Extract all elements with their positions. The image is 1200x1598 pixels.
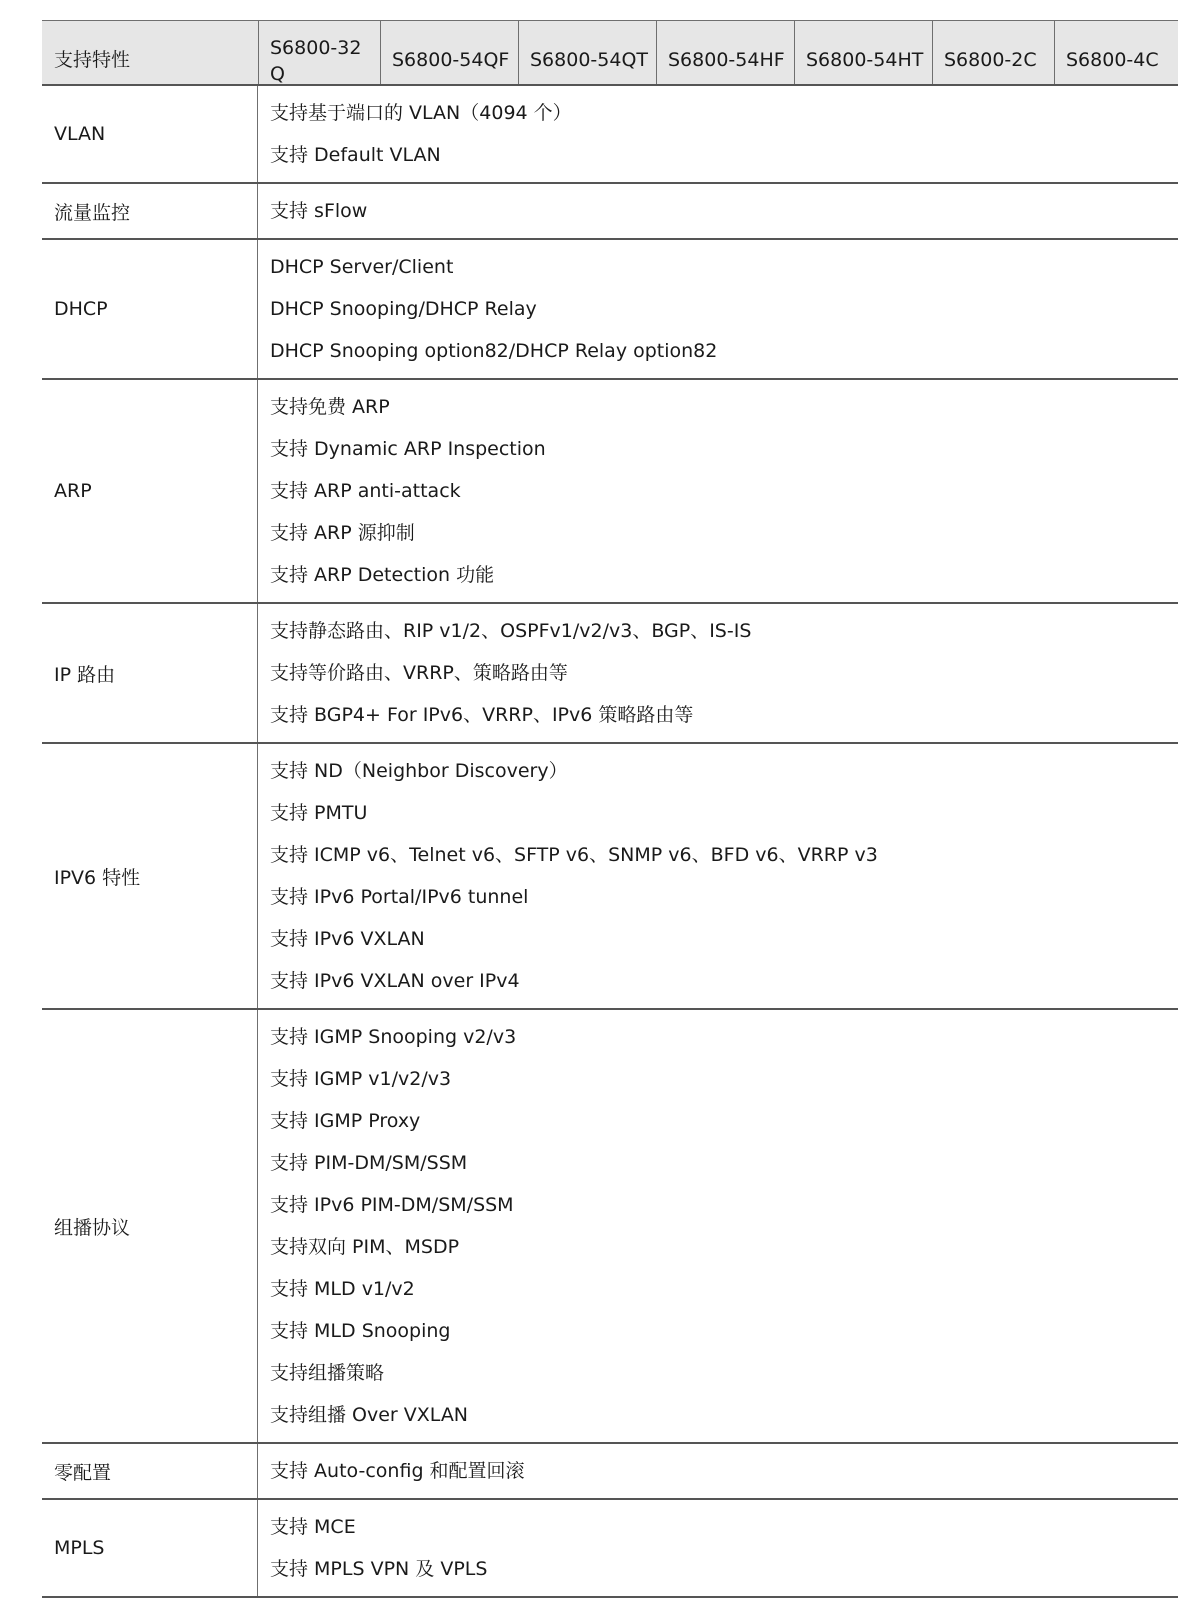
feature-items xyxy=(258,1444,1178,1498)
header-model-6: S6800-2C xyxy=(932,21,1054,84)
feature-items xyxy=(258,744,1178,1008)
table-row xyxy=(42,744,1178,1010)
feature-item: 支持 BGP4+ For IPv6、VRRP、IPv6 策略路由等 xyxy=(270,704,694,726)
table-row xyxy=(42,86,1178,184)
feature-items xyxy=(258,240,1178,378)
feature-item: 支持 IPv6 VXLAN over IPv4 xyxy=(270,970,520,992)
feature-name: 零配置 xyxy=(42,1444,258,1498)
feature-items xyxy=(258,1500,1178,1596)
feature-item: 支持 ARP anti-attack xyxy=(270,480,461,502)
feature-item: 支持静态路由、RIP v1/2、OSPFv1/v2/v3、BGP、IS-IS xyxy=(270,620,752,642)
feature-name: VLAN xyxy=(42,86,258,182)
feature-item: 支持 MLD v1/v2 xyxy=(270,1278,415,1300)
header-model-3: S6800-54QT xyxy=(518,21,656,84)
table-row xyxy=(42,1444,1178,1500)
feature-item: 支持 ICMP v6、Telnet v6、SFTP v6、SNMP v6、BFD v6、VRRP v3 xyxy=(270,844,878,866)
table-header xyxy=(42,20,1178,86)
header-model-7: S6800-4C xyxy=(1054,21,1178,84)
feature-item: 支持 ARP 源抑制 xyxy=(270,522,415,544)
feature-item: 支持免费 ARP xyxy=(270,396,390,418)
feature-item: DHCP Snooping/DHCP Relay xyxy=(270,298,537,320)
feature-name: MPLS xyxy=(42,1500,258,1596)
feature-items xyxy=(258,380,1178,602)
feature-item: 支持 MCE xyxy=(270,1516,356,1538)
feature-name: 组播协议 xyxy=(42,1010,258,1442)
feature-name: IP 路由 xyxy=(42,604,258,742)
table-row xyxy=(42,380,1178,604)
feature-item: 支持 IGMP Proxy xyxy=(270,1110,421,1132)
feature-item: 支持 ND（Neighbor Discovery） xyxy=(270,760,568,782)
feature-item: 支持 IGMP Snooping v2/v3 xyxy=(270,1026,517,1048)
table-row xyxy=(42,1010,1178,1444)
feature-item: 支持 MLD Snooping xyxy=(270,1320,451,1342)
feature-name: ARP xyxy=(42,380,258,602)
feature-item: DHCP Snooping option82/DHCP Relay option82 xyxy=(270,340,718,362)
table-row xyxy=(42,240,1178,380)
table-row xyxy=(42,184,1178,240)
feature-item: 支持 PMTU xyxy=(270,802,368,824)
feature-item: 支持组播 Over VXLAN xyxy=(270,1404,469,1426)
spec-table xyxy=(42,20,1178,1598)
feature-item: 支持 Dynamic ARP Inspection xyxy=(270,438,546,460)
feature-name: 流量监控 xyxy=(42,184,258,238)
table-row xyxy=(42,604,1178,744)
feature-item: 支持 Auto-config 和配置回滚 xyxy=(270,1460,525,1482)
feature-item: 支持 PIM-DM/SM/SSM xyxy=(270,1152,468,1174)
table-body xyxy=(42,86,1178,1598)
feature-item: 支持 IPv6 Portal/IPv6 tunnel xyxy=(270,886,529,908)
feature-items xyxy=(258,604,1178,742)
header-model-5: S6800-54HT xyxy=(794,21,932,84)
header-model-4: S6800-54HF xyxy=(656,21,794,84)
feature-items xyxy=(258,1010,1178,1442)
feature-item: 支持 IGMP v1/v2/v3 xyxy=(270,1068,452,1090)
feature-item: 支持组播策略 xyxy=(270,1362,385,1384)
feature-items xyxy=(258,86,1178,182)
feature-item: 支持双向 PIM、MSDP xyxy=(270,1236,460,1258)
feature-items xyxy=(258,184,1178,238)
feature-item: 支持 MPLS VPN 及 VPLS xyxy=(270,1558,488,1580)
feature-name: DHCP xyxy=(42,240,258,378)
feature-name: IPV6 特性 xyxy=(42,744,258,1008)
feature-item: 支持 Default VLAN xyxy=(270,144,441,166)
header-model-1: S6800-32Q xyxy=(258,21,380,84)
feature-item: 支持 sFlow xyxy=(270,200,368,222)
feature-item: 支持 IPv6 VXLAN xyxy=(270,928,425,950)
feature-item: DHCP Server/Client xyxy=(270,256,454,278)
feature-item: 支持 ARP Detection 功能 xyxy=(270,564,495,586)
feature-item: 支持等价路由、VRRP、策略路由等 xyxy=(270,662,568,684)
header-model-2: S6800-54QF xyxy=(380,21,518,84)
feature-item: 支持 IPv6 PIM-DM/SM/SSM xyxy=(270,1194,514,1216)
header-feature-label: 支持特性 xyxy=(54,49,131,71)
feature-item: 支持基于端口的 VLAN（4094 个） xyxy=(270,102,572,124)
table-row xyxy=(42,1500,1178,1598)
